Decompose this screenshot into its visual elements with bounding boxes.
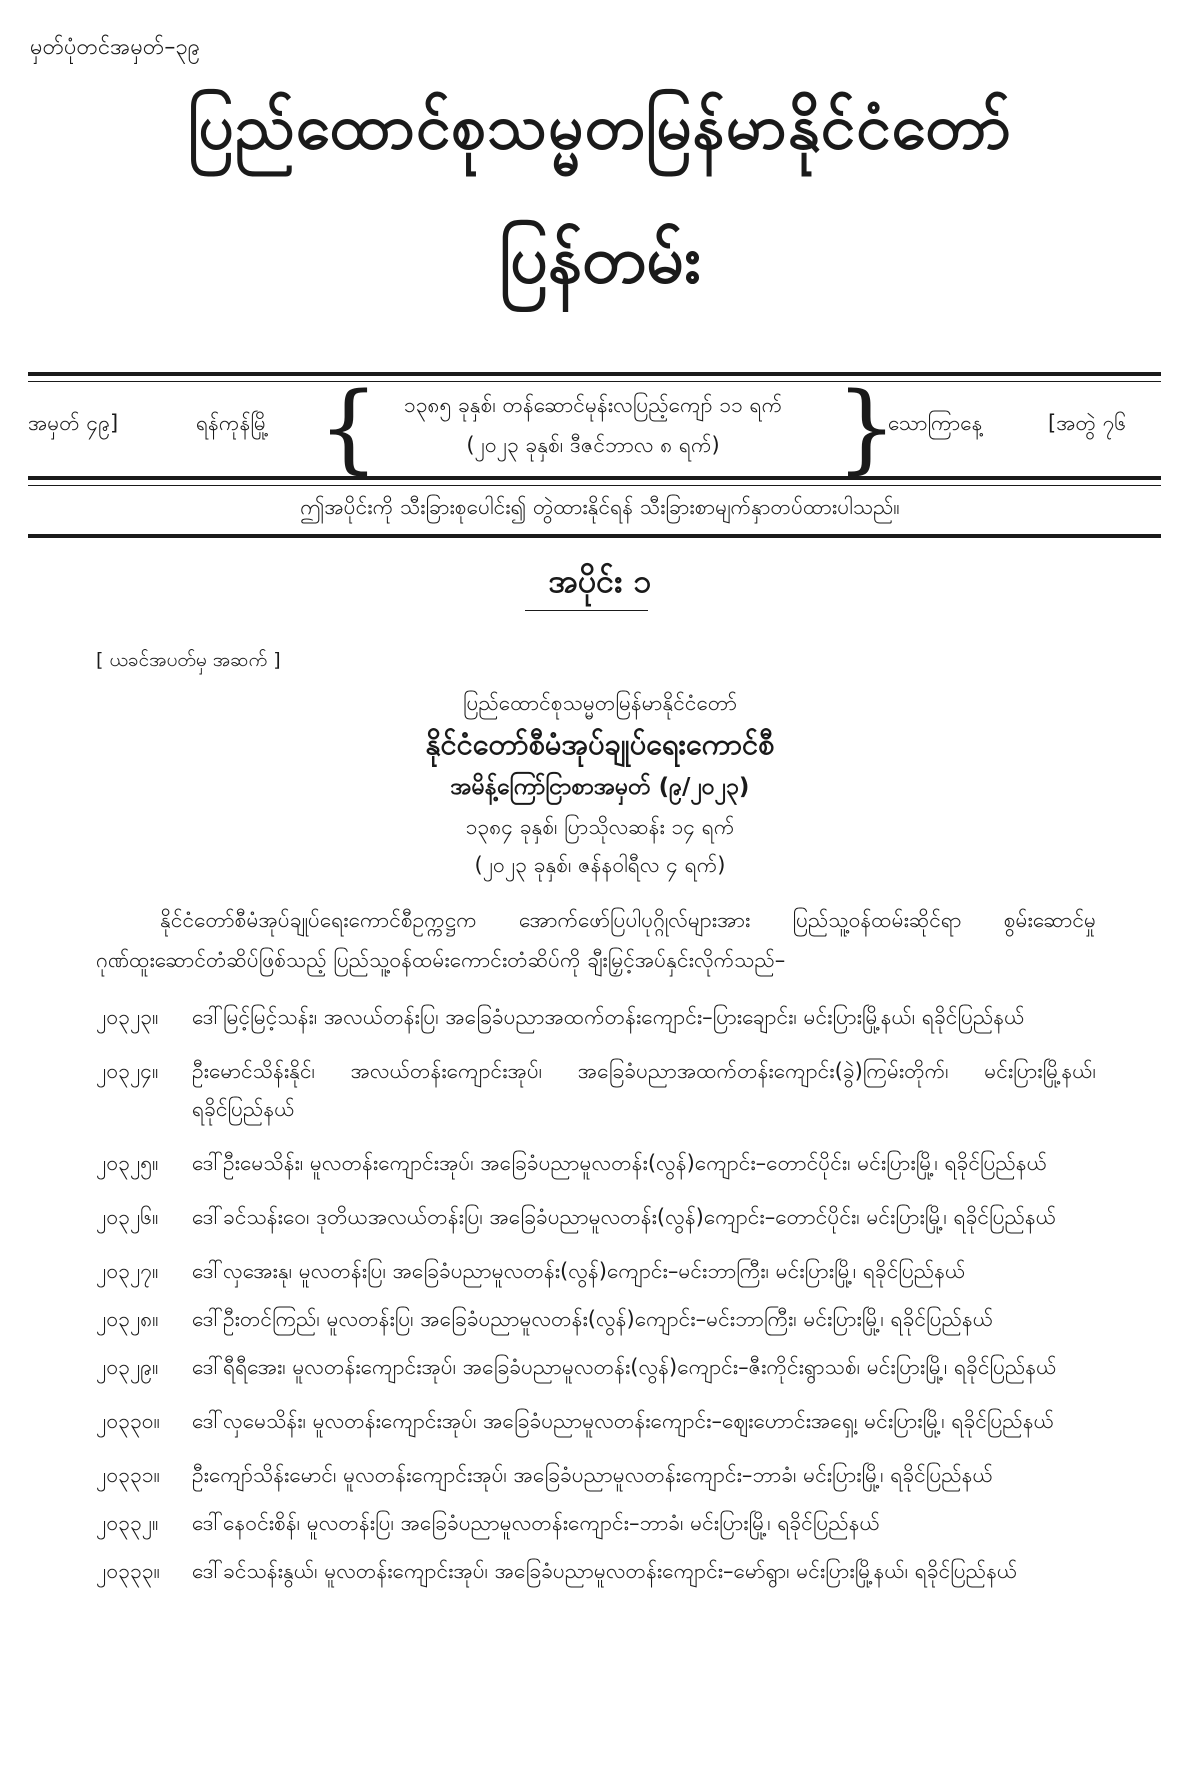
continued-label: [ ယခင်အပတ်မှ အဆက် ] — [96, 649, 281, 671]
list-item — [96, 1504, 1096, 1542]
entry-text: ဒေါ်မြင့်မြင့်သန်း၊ အလယ်တန်းပြ၊ အခြေခံပညာအထက်တန်းကျောင်း–ပြားချောင်း၊ မင်းပြားမြို့နယ်၊ ရခိုင်ပြည်နယ် — [192, 1005, 1025, 1029]
part-heading-underline — [525, 610, 648, 611]
double-rule-top — [28, 372, 1161, 382]
double-rule-middle — [28, 476, 1161, 486]
entry-number: ၂၀၃၂၈။ — [96, 1307, 159, 1331]
city-name: ရန်ကုန်မြို့ — [196, 411, 270, 435]
entry-text: ဒေါ်ခင်သန်းနွယ်၊ မူလတန်းကျောင်းအုပ်၊ အခြေခံပညာမူလတန်းကျောင်း–မော်ရွာ၊ မင်းပြားမြို့နယ်၊ ရခိုင်ပြည်နယ် — [192, 1559, 1018, 1583]
weekday: သောကြာနေ့ — [888, 411, 983, 435]
entry-number: ၂၀၃၂၉။ — [96, 1355, 159, 1379]
entry-text: ဦးမောင်သိန်းနိုင်၊ အလယ်တန်းကျောင်းအုပ်၊ အခြေခံပညာအထက်တန်းကျောင်း(ခွဲ)ကြမ်းတိုက်၊ မင်းပြားမြို့နယ်၊ ရခိုင်ပြည်နယ် — [192, 1059, 1096, 1121]
entry-number: ၂၀၃၃၁။ — [96, 1463, 160, 1487]
entry-text: ဒေါ်လှမေသိန်း၊ မူလတန်းကျောင်းအုပ်၊ အခြေခံပညာမူလတန်းကျောင်း–ဈေးဟောင်းအရှေ့၊ မင်းပြားမြို့၊ ရခိုင်ပြည်နယ် — [192, 1409, 1054, 1433]
entry-text: ဒေါ်ဦးတင်ကြည်၊ မူလတန်းပြ၊ အခြေခံပညာမူလတန်း(လွန်)ကျောင်း–မင်းဘာကြီး၊ မင်းပြားမြို့၊ ရခိုင်ပြည်နယ် — [192, 1307, 994, 1331]
order-title: အမိန့်ကြော်ငြာစာအမှတ် (၉/၂၀၂၃) — [450, 774, 750, 800]
masthead-gazette: ပြန်တမ်း — [499, 221, 701, 298]
list-item — [96, 1552, 1096, 1590]
date-gregorian: (၂၀၂၃ ခုနှစ်၊ ဒီဇင်ဘာလ ၈ ရက်) — [466, 433, 720, 457]
list-item — [96, 1348, 1096, 1386]
order-date-gregorian: (၂၀၂၃ ခုနှစ်၊ ဇန်နဝါရီလ ၄ ရက်) — [474, 853, 726, 877]
list-item — [96, 1144, 1096, 1182]
entry-number: ၂၀၃၂၆။ — [96, 1205, 159, 1229]
entry-text: ဦးကျော်သိန်းမောင်၊ မူလတန်းကျောင်းအုပ်၊ အခြေခံပညာမူလတန်းကျောင်း–ဘာခံ၊ မင်းပြားမြို့၊ ရခိုင်ပြည်နယ် — [192, 1463, 993, 1487]
entry-number: ၂၀၃၂၄။ — [96, 1059, 159, 1083]
entry-text: ဒေါ်လှအေးနု၊ မူလတန်းပြ၊ အခြေခံပညာမူလတန်း(လွန်)ကျောင်း–မင်းဘာကြီး၊ မင်းပြားမြို့၊ ရခိုင်ပြည်နယ် — [192, 1259, 966, 1283]
entry-number: ၂၀၃၂၃။ — [96, 1005, 159, 1029]
awardee-list — [96, 998, 1096, 1600]
part-heading: အပိုင်း ၁ — [548, 562, 652, 600]
entry-number: ၂၀၃၃၂။ — [96, 1511, 159, 1535]
list-item — [96, 1300, 1096, 1338]
list-item — [96, 1456, 1096, 1494]
entry-text: ဒေါ်ရီရီအေး၊ မူလတန်းကျောင်းအုပ်၊ အခြေခံပညာမူလတန်း(လွန်)ကျောင်း–ဇီးကိုင်းရွာသစ်၊ မင်းပြားမြို့၊ ရခိုင်ပြည်နယ် — [192, 1355, 1057, 1379]
list-item — [96, 1402, 1096, 1440]
entry-number: ၂၀၃၂၇။ — [96, 1259, 159, 1283]
left-brace: { — [318, 372, 380, 484]
entry-number: ၂၀၃၃၀။ — [96, 1409, 160, 1433]
separate-pages-note: ဤအပိုင်းကို သီးခြားစုပေါင်း၍ တွဲထားနိုင်ရန် သီးခြားစာမျက်နှာတပ်ထားပါသည်။ — [300, 495, 900, 519]
list-item — [96, 998, 1096, 1036]
entry-text: ဒေါ်ခင်သန်းဝေ၊ ဒုတိယအလယ်တန်းပြ၊ အခြေခံပညာမူလတန်း(လွန်)ကျောင်း–တောင်ပိုင်း၊ မင်းပြားမြို့၊ ရခိုင်ပြည်နယ် — [192, 1205, 1057, 1229]
rule-bottom — [28, 534, 1161, 538]
order-council: နိုင်ငံတော်စီမံအုပ်ချုပ်ရေးကောင်စီ — [425, 727, 775, 761]
volume-number: အမှတ် ၄၉] — [28, 411, 119, 435]
masthead-country: ပြည်ထောင်စုသမ္မတမြန်မာနိုင်ငံတော် — [188, 90, 1012, 163]
intro-paragraph: နိုင်ငံတော်စီမံအုပ်ချုပ်ရေးကောင်စီဥက္ကဋ္ဌက အောက်ဖော်ပြပါပုဂ္ဂိုလ်များအား ပြည်သူ့ဝန်ထမ်းဆိုင်ရာ စွမ်းဆောင်မှု ဂုဏ်ထူးဆောင်တံဆိပ်ဖြစ်သည့် ပြည်သူ့ဝန်ထမ်းကောင်းတံဆိပ်ကို ချီးမြှင့်အပ်နှင်းလိုက်သည်– — [96, 908, 1096, 972]
order-government: ပြည်ထောင်စုသမ္မတမြန်မာနိုင်ငံတော် — [462, 691, 737, 715]
date-myanmar: ၁၃၈၅ ခုနှစ်၊ တန်ဆောင်မုန်းလပြည့်ကျော် ၁၁ ရက် — [403, 393, 783, 417]
list-item — [96, 1252, 1096, 1290]
issue-number: [အတွဲ ၇၆ — [1048, 411, 1127, 435]
entry-number: ၂၀၃၂၅။ — [96, 1151, 159, 1175]
entry-text: ဒေါ်ဦးမေသိန်း၊ မူလတန်းကျောင်းအုပ်၊ အခြေခံပညာမူလတန်း(လွန်)ကျောင်း–တောင်ပိုင်း၊ မင်းပြားမြို့၊ ရခိုင်ပြည်နယ် — [192, 1151, 1048, 1175]
order-date-myanmar: ၁၃၈၄ ခုနှစ်၊ ပြာသိုလဆန်း ၁၄ ရက် — [465, 815, 735, 839]
list-item — [96, 1198, 1096, 1236]
entry-number: ၂၀၃၃၃။ — [96, 1559, 160, 1583]
entry-text: ဒေါ်နေဝင်းစိန်၊ မူလတန်းပြ၊ အခြေခံပညာမူလတန်းကျောင်း–ဘာခံ၊ မင်းပြားမြို့၊ ရခိုင်ပြည်နယ် — [192, 1511, 880, 1535]
right-brace: } — [836, 372, 898, 484]
info-bar — [28, 372, 1161, 484]
registration-number: မှတ်ပုံတင်အမှတ်–၃၉ — [30, 35, 201, 60]
list-item — [96, 1052, 1096, 1128]
